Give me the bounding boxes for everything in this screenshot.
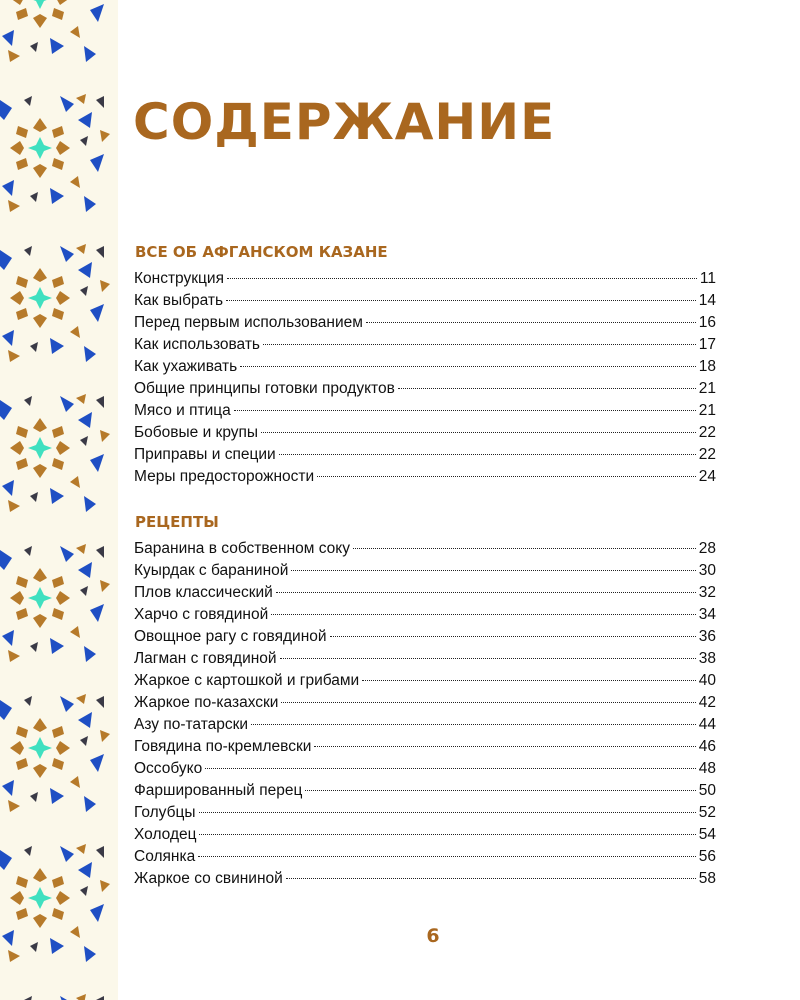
toc-entry-label: Бобовые и крупы: [134, 424, 259, 441]
toc-list-kazan: [134, 268, 716, 488]
toc-entry-page: 48: [698, 760, 716, 777]
toc-entry-page: 11: [699, 270, 716, 287]
toc-entry[interactable]: [134, 648, 716, 670]
toc-entry-label: Куырдак с бараниной: [134, 562, 289, 579]
toc-entry-label: Как использовать: [134, 336, 261, 353]
toc-entry[interactable]: [134, 692, 716, 714]
toc-entry[interactable]: [134, 466, 716, 488]
toc-entry-label: Фаршированный перец: [134, 782, 303, 799]
toc-entry-page: 30: [698, 562, 716, 579]
section-heading-recipes: РЕЦЕПТЫ: [135, 513, 219, 531]
decorative-ornament-border: [0, 0, 118, 1000]
dot-leader: [362, 680, 696, 681]
toc-entry[interactable]: [134, 670, 716, 692]
dot-leader: [251, 724, 696, 725]
dot-leader: [279, 454, 696, 455]
dot-leader: [353, 548, 696, 549]
toc-entry[interactable]: [134, 538, 716, 560]
toc-list-recipes: [134, 538, 716, 890]
toc-entry-page: 22: [698, 424, 716, 441]
toc-entry-label: Общие принципы готовки продуктов: [134, 380, 395, 397]
toc-entry-page: 38: [698, 650, 716, 667]
toc-entry-label: Как ухаживать: [134, 358, 238, 375]
dot-leader: [271, 614, 696, 615]
dot-leader: [281, 702, 695, 703]
toc-entry-label: Азу по-татарски: [134, 716, 249, 733]
page-title: СОДЕРЖАНИЕ: [133, 93, 556, 151]
toc-entry-page: 32: [698, 584, 716, 601]
toc-entry[interactable]: [134, 444, 716, 466]
toc-entry-label: Голубцы: [134, 804, 196, 821]
dot-leader: [261, 432, 696, 433]
toc-entry-label: Харчо с говядиной: [134, 606, 269, 623]
page-number: 6: [426, 925, 440, 947]
dot-leader: [199, 812, 696, 813]
toc-entry-page: 24: [698, 468, 716, 485]
toc-entry-page: 56: [698, 848, 716, 865]
toc-entry[interactable]: [134, 736, 716, 758]
dot-leader: [226, 300, 696, 301]
toc-entry[interactable]: [134, 802, 716, 824]
toc-entry[interactable]: [134, 356, 716, 378]
toc-entry-label: Как выбрать: [134, 292, 224, 309]
dot-leader: [227, 278, 697, 279]
toc-entry-label: Меры предосторожности: [134, 468, 315, 485]
dot-leader: [205, 768, 696, 769]
toc-entry-page: 44: [698, 716, 716, 733]
toc-entry-label: Плов классический: [134, 584, 273, 601]
dot-leader: [263, 344, 696, 345]
toc-entry-label: Баранина в собственном соку: [134, 540, 351, 557]
toc-entry[interactable]: [134, 268, 716, 290]
toc-entry[interactable]: [134, 312, 716, 334]
toc-entry[interactable]: [134, 846, 716, 868]
toc-entry[interactable]: [134, 780, 716, 802]
toc-entry[interactable]: [134, 824, 716, 846]
toc-entry[interactable]: [134, 422, 716, 444]
toc-entry[interactable]: [134, 626, 716, 648]
toc-entry-label: Приправы и специи: [134, 446, 276, 463]
toc-entry[interactable]: [134, 334, 716, 356]
dot-leader: [366, 322, 696, 323]
dot-leader: [240, 366, 696, 367]
toc-entry[interactable]: [134, 378, 716, 400]
dot-leader: [198, 856, 696, 857]
toc-entry-label: Холодец: [134, 826, 197, 843]
toc-entry-label: Жаркое с картошкой и грибами: [134, 672, 360, 689]
toc-entry-page: 42: [698, 694, 716, 711]
toc-entry-page: 52: [698, 804, 716, 821]
section-heading-kazan: ВСЕ ОБ АФГАНСКОМ КАЗАНЕ: [135, 243, 388, 261]
toc-entry-label: Жаркое со свининой: [134, 870, 283, 887]
toc-entry[interactable]: [134, 758, 716, 780]
toc-entry[interactable]: [134, 582, 716, 604]
toc-entry-label: Оссобуко: [134, 760, 203, 777]
toc-entry-page: 17: [698, 336, 716, 353]
toc-entry-label: Конструкция: [134, 270, 224, 287]
toc-entry-page: 21: [698, 402, 716, 419]
toc-entry-label: Жаркое по-казахски: [134, 694, 279, 711]
toc-entry-label: Говядина по-кремлевски: [134, 738, 312, 755]
toc-entry-page: 58: [698, 870, 716, 887]
dot-leader: [330, 636, 696, 637]
toc-entry[interactable]: [134, 290, 716, 312]
toc-entry-label: Мясо и птица: [134, 402, 231, 419]
dot-leader: [280, 658, 696, 659]
toc-entry-label: Солянка: [134, 848, 196, 865]
dot-leader: [199, 834, 695, 835]
dot-leader: [234, 410, 696, 411]
toc-entry-page: 34: [698, 606, 716, 623]
toc-entry[interactable]: [134, 400, 716, 422]
toc-entry-page: 22: [698, 446, 716, 463]
dot-leader: [276, 592, 696, 593]
dot-leader: [398, 388, 696, 389]
toc-entry[interactable]: [134, 714, 716, 736]
toc-entry-page: 40: [698, 672, 716, 689]
dot-leader: [317, 476, 696, 477]
dot-leader: [291, 570, 695, 571]
toc-entry[interactable]: [134, 560, 716, 582]
toc-entry-page: 46: [698, 738, 716, 755]
toc-entry-page: 16: [698, 314, 716, 331]
dot-leader: [286, 878, 696, 879]
toc-entry-page: 50: [698, 782, 716, 799]
toc-entry-page: 28: [698, 540, 716, 557]
toc-entry-label: Лагман с говядиной: [134, 650, 277, 667]
toc-entry-page: 21: [698, 380, 716, 397]
dot-leader: [314, 746, 695, 747]
toc-entry[interactable]: [134, 868, 716, 890]
toc-entry-page: 36: [698, 628, 716, 645]
toc-entry-label: Перед первым использованием: [134, 314, 363, 331]
dot-leader: [305, 790, 695, 791]
toc-entry[interactable]: [134, 604, 716, 626]
toc-entry-page: 14: [698, 292, 716, 309]
toc-entry-page: 54: [698, 826, 716, 843]
toc-entry-page: 18: [698, 358, 716, 375]
toc-entry-label: Овощное рагу с говядиной: [134, 628, 327, 645]
